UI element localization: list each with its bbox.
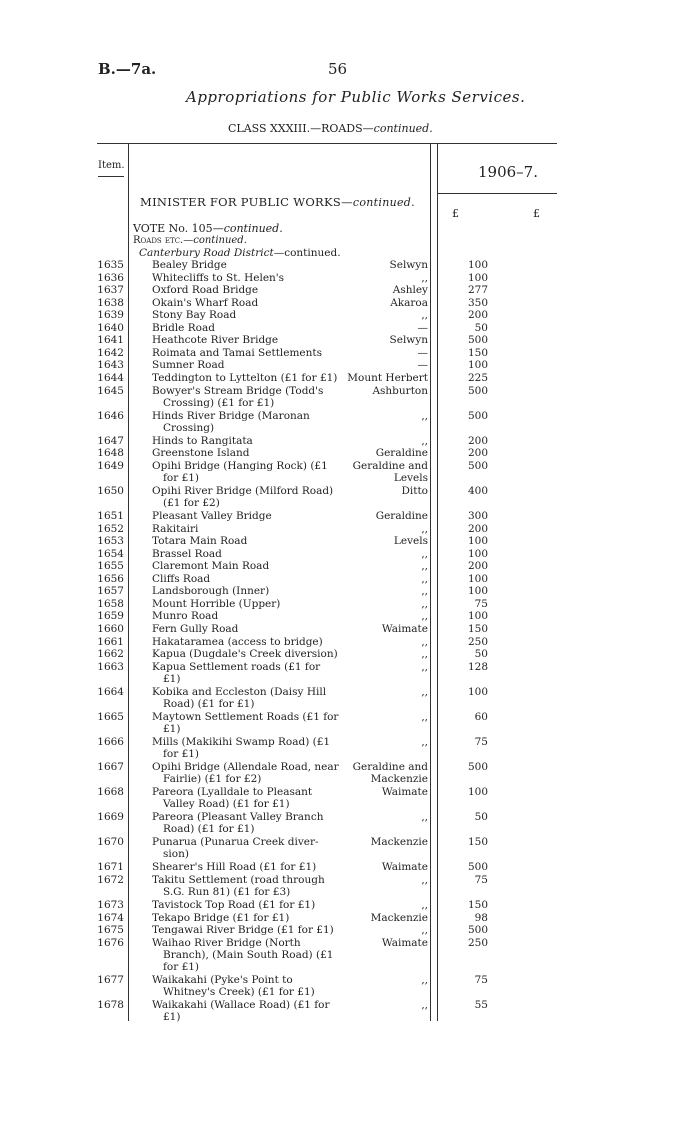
- item-number: 1644: [97, 371, 124, 384]
- page-title: Appropriations for Public Works Services.: [186, 88, 526, 106]
- district-name: Geraldine: [375, 447, 428, 460]
- item-description: [152, 359, 350, 371]
- ministry-heading-continued: continued.: [352, 196, 415, 209]
- item-number: 1643: [97, 359, 124, 372]
- amount: 300: [467, 510, 488, 522]
- item-description: [152, 309, 350, 321]
- description-line: Crossing) (£1 for £1): [163, 396, 275, 409]
- item-description: [152, 924, 350, 936]
- item-description: [152, 899, 350, 911]
- item-description: [152, 585, 350, 597]
- item-number: 1638: [97, 296, 124, 309]
- description-line: Totara Main Road: [152, 535, 248, 548]
- description-line: Bealey Bridge: [152, 259, 227, 271]
- item-number: 1637: [97, 284, 124, 297]
- district-name: ,,: [421, 409, 428, 422]
- amount: 500: [467, 924, 488, 937]
- amount: 350: [467, 296, 488, 309]
- item-description: [152, 661, 350, 685]
- amount: 225: [467, 371, 488, 384]
- amount: 500: [467, 409, 488, 422]
- description-line: Whitney's Creek) (£1 for £1): [163, 986, 315, 999]
- item-number: 1636: [97, 271, 124, 284]
- district-name: Waimate: [381, 786, 428, 799]
- item-description: [152, 811, 350, 835]
- district-name: Waimate: [381, 622, 428, 635]
- amount: 150: [467, 836, 488, 849]
- item-number: 1661: [97, 635, 124, 648]
- item-number: 1678: [97, 999, 124, 1012]
- amount: 200: [467, 447, 488, 460]
- description-line: Shearer's Hill Road (£1 for £1): [152, 861, 317, 874]
- subhead-roads-continued: —continued.: [183, 235, 247, 246]
- description-line: Tavistock Top Road (£1 for £1): [152, 899, 316, 912]
- item-description: [152, 334, 350, 346]
- item-description: [152, 297, 350, 309]
- district-name: ,,: [421, 610, 428, 623]
- district-name: Geraldine and Mackenzie: [352, 761, 428, 785]
- amount: 500: [467, 334, 488, 347]
- district-name: ,,: [421, 999, 428, 1012]
- item-number: 1646: [97, 409, 124, 422]
- vote-heading-main: VOTE No. 105—: [133, 222, 224, 235]
- district-name: Selwyn: [389, 334, 428, 347]
- description-line: Mills (Makikihi Swamp Road) (£1: [152, 735, 331, 748]
- amount: 100: [467, 585, 488, 598]
- district-name: Levels: [393, 535, 428, 548]
- description-line: Kapua Settlement roads (£1 for: [152, 660, 321, 673]
- description-line: Road) (£1 for £1): [163, 823, 255, 836]
- item-number: 1651: [97, 510, 124, 522]
- subhead-district: [139, 247, 341, 259]
- item-number: 1671: [97, 861, 124, 874]
- description-line: Tengawai River Bridge (£1 for £1): [152, 924, 334, 937]
- district-name: Mackenzie: [370, 911, 428, 924]
- item-number: 1667: [97, 761, 124, 773]
- description-line: Maytown Settlement Roads (£1 for: [152, 710, 339, 723]
- item-description: [152, 861, 350, 873]
- district-name: Geraldine and Levels: [352, 459, 428, 484]
- item-description: [152, 347, 350, 359]
- district-name: ,,: [421, 635, 428, 648]
- item-number: 1641: [97, 334, 124, 347]
- description-line: Bridle Road: [152, 321, 215, 334]
- amount: 277: [467, 284, 488, 297]
- item-number: 1669: [97, 811, 124, 824]
- item-number: 1647: [97, 434, 124, 447]
- description-line: Takitu Settlement (road through: [152, 873, 325, 886]
- description-line: £1): [163, 722, 181, 735]
- amount: 50: [474, 321, 488, 334]
- description-line: Pleasant Valley Bridge: [152, 510, 272, 522]
- item-number: 1640: [97, 321, 124, 334]
- item-number: 1670: [97, 836, 124, 849]
- amount: 150: [467, 346, 488, 359]
- description-line: for £1): [163, 747, 200, 760]
- district-name: Ashburton: [372, 384, 428, 397]
- description-line: Munro Road: [152, 610, 219, 623]
- district-name: ,,: [421, 597, 428, 610]
- description-line: Opihi River Bridge (Milford Road): [152, 484, 334, 497]
- district-name: ,,: [421, 585, 428, 598]
- subhead-district-main: Canterbury Road District: [139, 247, 274, 259]
- item-number: 1666: [97, 735, 124, 748]
- item-description: [152, 573, 350, 585]
- item-description: [152, 937, 350, 973]
- item-description: [152, 485, 350, 509]
- district-name: ,,: [421, 547, 428, 560]
- amount: 200: [467, 522, 488, 535]
- description-line: Fairlie) (£1 for £2): [163, 773, 262, 785]
- class-heading: [228, 122, 433, 135]
- description-line: Brassel Road: [152, 547, 222, 560]
- description-line: Waikakahi (Wallace Road) (£1 for: [152, 999, 330, 1012]
- district-name: Akaroa: [390, 296, 428, 309]
- district-column-line: [430, 144, 431, 1021]
- district-name: ,,: [421, 685, 428, 698]
- item-description: [152, 711, 350, 735]
- amount: 100: [467, 535, 488, 548]
- description-line: Kapua (Dugdale's Creek diversion): [152, 648, 338, 661]
- amount: 50: [474, 811, 488, 824]
- district-name: ,,: [421, 309, 428, 322]
- amount: 500: [467, 459, 488, 472]
- amount: 75: [474, 974, 488, 987]
- amount: 75: [474, 597, 488, 610]
- item-number: 1660: [97, 622, 124, 635]
- item-description: [152, 510, 350, 522]
- amount: 100: [467, 610, 488, 623]
- item-description: [152, 322, 350, 334]
- item-description: [152, 560, 350, 572]
- description-line: Okain's Wharf Road: [152, 296, 259, 309]
- item-description: [152, 385, 350, 409]
- item-number: 1672: [97, 873, 124, 886]
- amount: 150: [467, 622, 488, 635]
- description-line: £1): [163, 672, 181, 685]
- district-name: Geraldine: [375, 510, 428, 522]
- item-number: 1645: [97, 384, 124, 397]
- item-description: [152, 736, 350, 760]
- description-line: £1): [163, 1011, 181, 1024]
- item-number: 1659: [97, 610, 124, 623]
- item-description: [152, 410, 350, 434]
- item-description: [152, 761, 350, 785]
- description-line: Rakitairi: [152, 522, 199, 535]
- item-description: [152, 447, 350, 459]
- ministry-heading: [140, 195, 415, 209]
- item-description: [152, 523, 350, 535]
- description-line: Opihi Bridge (Allendale Road, near: [152, 761, 339, 773]
- year-column-line: [437, 144, 438, 1021]
- amount: 100: [467, 685, 488, 698]
- document-reference: B.—7a.: [98, 60, 157, 78]
- vote-heading: [133, 222, 283, 235]
- amount: 500: [467, 384, 488, 397]
- description-line: Mount Horrible (Upper): [152, 597, 281, 610]
- district-name: Mount Herbert: [347, 371, 428, 384]
- description-line: Pareora (Lyalldale to Pleasant: [152, 786, 313, 799]
- description-line: (£1 for £2): [163, 496, 220, 509]
- amount: 100: [467, 547, 488, 560]
- item-description: [152, 435, 350, 447]
- amount: 200: [467, 560, 488, 573]
- item-description: [152, 610, 350, 622]
- item-number: 1649: [97, 459, 124, 472]
- item-description: [152, 372, 350, 384]
- district-name: —: [417, 346, 428, 359]
- district-name: Waimate: [381, 936, 428, 949]
- item-number: 1635: [97, 259, 124, 271]
- description-line: Teddington to Lyttelton (£1 for £1): [152, 371, 338, 384]
- item-number: 1652: [97, 522, 124, 535]
- ministry-heading-main: MINISTER FOR PUBLIC WORKS—: [140, 195, 353, 209]
- item-description: [152, 623, 350, 635]
- description-line: Pareora (Pleasant Valley Branch: [152, 811, 324, 824]
- item-number: 1668: [97, 786, 124, 799]
- amount: 55: [474, 999, 488, 1012]
- item-number: 1639: [97, 309, 124, 322]
- amount: 75: [474, 873, 488, 886]
- description-line: Whitecliffs to St. Helen's: [152, 271, 285, 284]
- description-line: Opihi Bridge (Hanging Rock) (£1: [152, 459, 328, 472]
- description-line: Waikakahi (Pyke's Point to: [152, 974, 293, 987]
- description-line: Oxford Road Bridge: [152, 284, 259, 297]
- description-line: Stony Bay Road: [152, 309, 237, 322]
- district-name: Mackenzie: [370, 836, 428, 849]
- district-name: ,,: [421, 811, 428, 824]
- item-number: 1653: [97, 535, 124, 548]
- description-line: Heathcote River Bridge: [152, 334, 279, 347]
- year-underline: [437, 193, 557, 194]
- item-header-underline: [98, 176, 124, 177]
- district-name: ,,: [421, 899, 428, 912]
- item-number: 1674: [97, 911, 124, 924]
- vote-heading-continued: continued.: [223, 222, 283, 235]
- description-line: Tekapo Bridge (£1 for £1): [152, 911, 290, 924]
- district-name: ,,: [421, 735, 428, 748]
- amount: 100: [467, 259, 488, 271]
- item-description: [152, 272, 350, 284]
- description-line: Fern Gully Road: [152, 622, 239, 635]
- description-line: for £1): [163, 471, 200, 484]
- item-number: 1648: [97, 447, 124, 460]
- item-number: 1663: [97, 660, 124, 673]
- year-column-header: 1906–7.: [478, 163, 538, 181]
- district-name: Selwyn: [389, 259, 428, 271]
- description-line: Bowyer's Stream Bridge (Todd's: [152, 384, 324, 397]
- item-number: 1650: [97, 484, 124, 497]
- item-description: [152, 999, 350, 1023]
- description-line: Punarua (Punarua Creek diver-: [152, 836, 319, 849]
- district-name: ,,: [421, 710, 428, 723]
- amount: 250: [467, 936, 488, 949]
- class-heading-main: CLASS XXXIII.—ROADS—: [228, 122, 374, 135]
- item-description: [152, 648, 350, 660]
- amount: 500: [467, 761, 488, 773]
- description-line: Waihao River Bridge (North: [152, 936, 301, 949]
- class-heading-continued: continued.: [373, 122, 433, 135]
- item-number: 1656: [97, 572, 124, 585]
- description-line: Cliffs Road: [152, 572, 211, 585]
- description-line: Hinds River Bridge (Maronan: [152, 409, 310, 422]
- description-line: sion): [163, 848, 189, 861]
- subhead-roads: [133, 235, 247, 246]
- district-name: ,,: [421, 434, 428, 447]
- district-name: ,,: [421, 660, 428, 673]
- district-name: —: [417, 359, 428, 372]
- item-number: 1654: [97, 547, 124, 560]
- district-name: Waimate: [381, 861, 428, 874]
- item-number: 1675: [97, 924, 124, 937]
- amount: 98: [474, 911, 488, 924]
- item-description: [152, 535, 350, 547]
- amount: 200: [467, 434, 488, 447]
- item-number: 1677: [97, 974, 124, 987]
- description-line: Claremont Main Road: [152, 560, 270, 573]
- item-column-header: Item.: [98, 160, 125, 171]
- district-name: Ashley: [392, 284, 428, 297]
- item-description: [152, 598, 350, 610]
- district-name: ,,: [421, 560, 428, 573]
- amount: 400: [467, 484, 488, 497]
- district-name: ,,: [421, 974, 428, 987]
- district-name: ,,: [421, 924, 428, 937]
- item-description: [152, 686, 350, 710]
- description-line: Greenstone Island: [152, 447, 250, 460]
- amount: 100: [467, 359, 488, 372]
- amount: 200: [467, 309, 488, 322]
- district-name: —: [417, 321, 428, 334]
- amount: 150: [467, 899, 488, 912]
- item-description: [152, 912, 350, 924]
- amount: 50: [474, 648, 488, 661]
- district-name: ,,: [421, 648, 428, 661]
- item-description: [152, 548, 350, 560]
- header-rule: [97, 143, 557, 144]
- district-name: Ditto: [401, 484, 428, 497]
- item-number: 1642: [97, 346, 124, 359]
- item-description: [152, 460, 350, 484]
- item-number: 1665: [97, 710, 124, 723]
- page-number: 56: [328, 60, 348, 78]
- amount: 75: [474, 735, 488, 748]
- description-line: S.G. Run 81) (£1 for £3): [163, 885, 291, 898]
- subhead-roads-main: Roads etc.: [133, 235, 184, 246]
- district-name: ,,: [421, 873, 428, 886]
- description-line: Valley Road) (£1 for £1): [163, 798, 290, 811]
- amount: 500: [467, 861, 488, 874]
- amount: 100: [467, 572, 488, 585]
- item-number: 1658: [97, 597, 124, 610]
- amount: 100: [467, 786, 488, 799]
- description-line: Sumner Road: [152, 359, 225, 372]
- item-column-line: [128, 144, 129, 1021]
- item-description: [152, 786, 350, 810]
- item-number: 1662: [97, 648, 124, 661]
- item-number: 1673: [97, 899, 124, 912]
- item-description: [152, 284, 350, 296]
- amount: 100: [467, 271, 488, 284]
- item-number: 1655: [97, 560, 124, 573]
- description-line: Roimata and Tamai Settlements: [152, 346, 323, 359]
- amount: 60: [474, 710, 488, 723]
- description-line: Road) (£1 for £1): [163, 697, 255, 710]
- description-line: Kobika and Eccleston (Daisy Hill: [152, 685, 327, 698]
- item-description: [152, 836, 350, 860]
- description-line: Landsborough (Inner): [152, 585, 270, 598]
- amount: 250: [467, 635, 488, 648]
- item-number: 1657: [97, 585, 124, 598]
- pound-sign-2: £: [533, 207, 540, 220]
- description-line: Branch), (Main South Road) (£1: [163, 948, 334, 961]
- district-name: ,,: [421, 572, 428, 585]
- district-name: ,,: [421, 522, 428, 535]
- item-description: [152, 974, 350, 998]
- item-number: 1676: [97, 936, 124, 949]
- amount: 128: [467, 660, 488, 673]
- description-line: for £1): [163, 960, 200, 973]
- pound-sign-1: £: [452, 207, 459, 220]
- item-description: [152, 259, 350, 271]
- description-line: Hakataramea (access to bridge): [152, 635, 323, 648]
- description-line: Crossing): [163, 421, 215, 434]
- item-number: 1664: [97, 685, 124, 698]
- item-description: [152, 636, 350, 648]
- item-description: [152, 874, 350, 898]
- subhead-district-continued: —continued.: [273, 247, 341, 259]
- district-name: ,,: [421, 271, 428, 284]
- description-line: Hinds to Rangitata: [152, 434, 253, 447]
